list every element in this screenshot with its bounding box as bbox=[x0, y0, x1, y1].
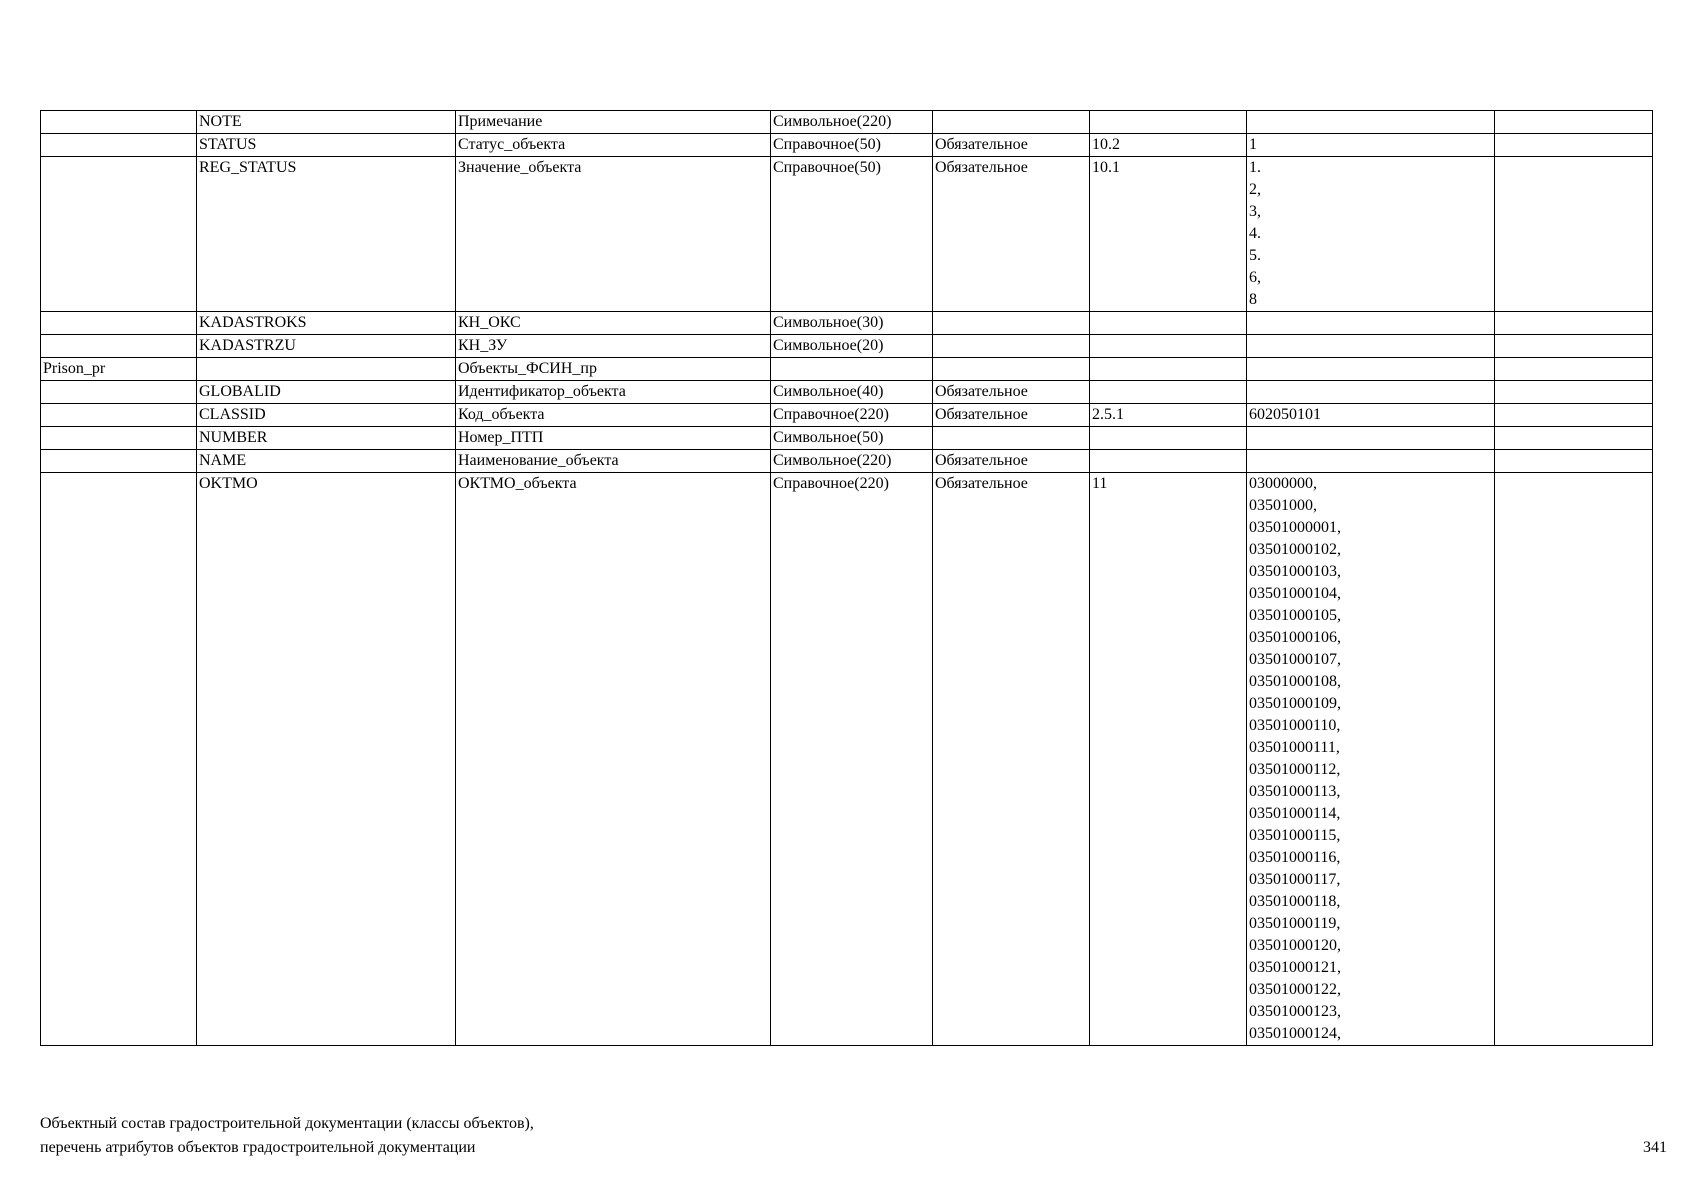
table-row bbox=[41, 134, 1653, 157]
data-type-cell: Справочное(220) bbox=[771, 473, 933, 1046]
allowed-values-cell bbox=[1247, 312, 1495, 335]
note-cell bbox=[1495, 312, 1653, 335]
requirement-cell bbox=[933, 111, 1090, 134]
attributes-table bbox=[40, 110, 1653, 1046]
attribute-code-cell: NOTE bbox=[197, 111, 456, 134]
allowed-values-cell bbox=[1247, 427, 1495, 450]
requirement-cell bbox=[933, 427, 1090, 450]
attribute-name-cell: Номер_ПТП bbox=[456, 427, 771, 450]
reference-cell bbox=[1090, 450, 1247, 473]
data-type-cell: Символьное(220) bbox=[771, 450, 933, 473]
attribute-code-cell: STATUS bbox=[197, 134, 456, 157]
attribute-code-cell: CLASSID bbox=[197, 404, 456, 427]
requirement-cell: Обязательное bbox=[933, 381, 1090, 404]
reference-cell: 2.5.1 bbox=[1090, 404, 1247, 427]
table-row bbox=[41, 427, 1653, 450]
table-row bbox=[41, 404, 1653, 427]
footer-caption: Объектный состав градостроительной документации (классы объектов), перечень атрибутов объектов градостроительной документации bbox=[40, 1115, 534, 1156]
class-name-cell bbox=[41, 381, 197, 404]
attribute-name-cell: Примечание bbox=[456, 111, 771, 134]
reference-cell bbox=[1090, 358, 1247, 381]
allowed-values-cell: 1 bbox=[1247, 134, 1495, 157]
table-row bbox=[41, 358, 1653, 381]
page-number: 341 bbox=[1643, 1139, 1667, 1156]
table-row bbox=[41, 157, 1653, 312]
attribute-name-cell: Объекты_ФСИН_пр bbox=[456, 358, 771, 381]
allowed-values-cell bbox=[1247, 358, 1495, 381]
data-type-cell: Справочное(50) bbox=[771, 157, 933, 312]
class-name-cell bbox=[41, 450, 197, 473]
table-body bbox=[41, 111, 1653, 1046]
reference-cell bbox=[1090, 312, 1247, 335]
data-type-cell bbox=[771, 358, 933, 381]
allowed-values-cell: 1. 2, 3, 4. 5. 6, 8 bbox=[1247, 157, 1495, 312]
attribute-name-cell: Идентификатор_объекта bbox=[456, 381, 771, 404]
data-type-cell: Символьное(220) bbox=[771, 111, 933, 134]
reference-cell bbox=[1090, 111, 1247, 134]
attribute-code-cell: NAME bbox=[197, 450, 456, 473]
reference-cell: 10.1 bbox=[1090, 157, 1247, 312]
data-type-cell: Символьное(20) bbox=[771, 335, 933, 358]
note-cell bbox=[1495, 358, 1653, 381]
attribute-code-cell: GLOBALID bbox=[197, 381, 456, 404]
allowed-values-cell: 602050101 bbox=[1247, 404, 1495, 427]
note-cell bbox=[1495, 427, 1653, 450]
attribute-name-cell: Статус_объекта bbox=[456, 134, 771, 157]
requirement-cell bbox=[933, 335, 1090, 358]
allowed-values-cell bbox=[1247, 450, 1495, 473]
table-row bbox=[41, 381, 1653, 404]
note-cell bbox=[1495, 404, 1653, 427]
class-name-cell bbox=[41, 312, 197, 335]
reference-cell bbox=[1090, 381, 1247, 404]
requirement-cell bbox=[933, 358, 1090, 381]
attribute-code-cell: KADASTROKS bbox=[197, 312, 456, 335]
attribute-name-cell: Код_объекта bbox=[456, 404, 771, 427]
data-type-cell: Символьное(40) bbox=[771, 381, 933, 404]
table-row bbox=[41, 335, 1653, 358]
class-name-cell bbox=[41, 111, 197, 134]
note-cell bbox=[1495, 450, 1653, 473]
reference-cell: 11 bbox=[1090, 473, 1247, 1046]
class-name-cell bbox=[41, 473, 197, 1046]
requirement-cell bbox=[933, 312, 1090, 335]
requirement-cell: Обязательное bbox=[933, 134, 1090, 157]
note-cell bbox=[1495, 381, 1653, 404]
data-type-cell: Символьное(30) bbox=[771, 312, 933, 335]
reference-cell: 10.2 bbox=[1090, 134, 1247, 157]
allowed-values-cell bbox=[1247, 111, 1495, 134]
note-cell bbox=[1495, 134, 1653, 157]
note-cell bbox=[1495, 335, 1653, 358]
reference-cell bbox=[1090, 427, 1247, 450]
data-type-cell: Справочное(50) bbox=[771, 134, 933, 157]
allowed-values-cell: 03000000, 03501000, 03501000001, 03501000102, 03501000103, 03501000104, 03501000105, 03501000106, 03501000107, 03501000108, 03501000109, 03501000110, 03501000111, 03501000112, 03501000113, 03501000114, 03501000115, 03501000116, 03501000117, 03501000118, 03501000119, 03501000120, 03501000121, 03501000122, 03501000123, 03501000124, bbox=[1247, 473, 1495, 1046]
reference-cell bbox=[1090, 335, 1247, 358]
class-name-cell: Prison_pr bbox=[41, 358, 197, 381]
attribute-code-cell: KADASTRZU bbox=[197, 335, 456, 358]
table-row bbox=[41, 312, 1653, 335]
requirement-cell: Обязательное bbox=[933, 473, 1090, 1046]
class-name-cell bbox=[41, 157, 197, 312]
attribute-code-cell: NUMBER bbox=[197, 427, 456, 450]
attribute-code-cell: OKTMO bbox=[197, 473, 456, 1046]
attribute-name-cell: КН_ЗУ bbox=[456, 335, 771, 358]
note-cell bbox=[1495, 473, 1653, 1046]
class-name-cell bbox=[41, 404, 197, 427]
attribute-name-cell: КН_ОКС bbox=[456, 312, 771, 335]
data-type-cell: Символьное(50) bbox=[771, 427, 933, 450]
table-row bbox=[41, 111, 1653, 134]
attribute-code-cell bbox=[197, 358, 456, 381]
class-name-cell bbox=[41, 427, 197, 450]
attribute-name-cell: Значение_объекта bbox=[456, 157, 771, 312]
table-row bbox=[41, 450, 1653, 473]
note-cell bbox=[1495, 157, 1653, 312]
requirement-cell: Обязательное bbox=[933, 157, 1090, 312]
attribute-name-cell: ОКТМО_объекта bbox=[456, 473, 771, 1046]
data-type-cell: Справочное(220) bbox=[771, 404, 933, 427]
requirement-cell: Обязательное bbox=[933, 450, 1090, 473]
class-name-cell bbox=[41, 335, 197, 358]
requirement-cell: Обязательное bbox=[933, 404, 1090, 427]
attribute-name-cell: Наименование_объекта bbox=[456, 450, 771, 473]
allowed-values-cell bbox=[1247, 335, 1495, 358]
class-name-cell bbox=[41, 134, 197, 157]
note-cell bbox=[1495, 111, 1653, 134]
attribute-code-cell: REG_STATUS bbox=[197, 157, 456, 312]
allowed-values-cell bbox=[1247, 381, 1495, 404]
table-row bbox=[41, 473, 1653, 1046]
